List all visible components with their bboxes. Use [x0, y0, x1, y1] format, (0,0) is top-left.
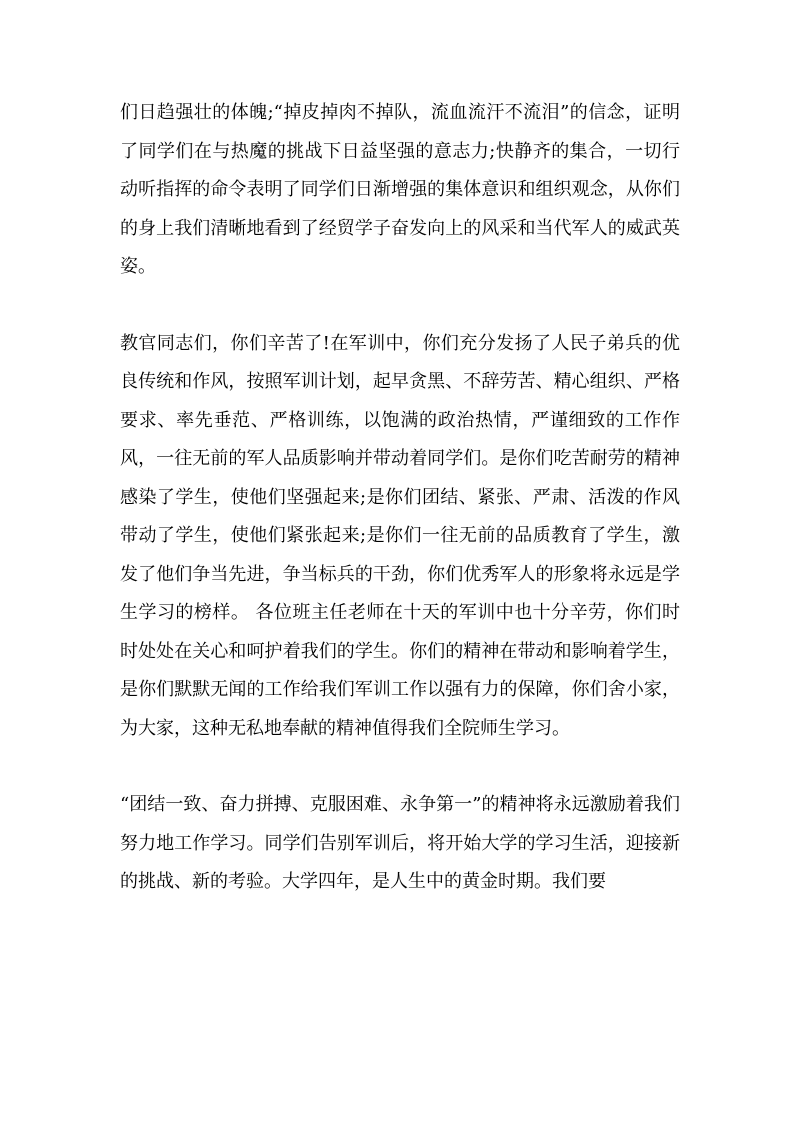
paragraph-3: “团结一致、奋力拼搏、克服困难、永争第一”的精神将永远激励着我们努力地工作学习。同学们告别军训后，将开始大学的学习生活，迎接新的挑战、新的考验。大学四年，是人生中的黄金时期。我们要 — [120, 794, 680, 892]
paragraph-2: 教官同志们，你们辛苦了!在军训中，你们充分发扬了人民子弟兵的优良传统和作风，按照军训计划，起早贪黑、不辞劳苦、精心组织、严格要求、率先垂范、严格训练，以饱满的政治热情，严谨细致的工作作风，一往无前的军人品质影响并带动着同学们。是你们吃苦耐劳的精神感染了学生，使他们坚强起来;是你们团结、紧张、严肃、活泼的作风带动了学生，使他们紧张起来;是你们一往无前的品质教育了学生，激发了他们争当先进，争当标兵的干劲，你们优秀军人的形象将永远是学生学习的榜样。 各位班主任老师在十天的军训中也十分辛劳，你们时时处处在关心和呵护着我们的学生。你们的精神在带动和影响着学生，是你们默默无闻的工作给我们军训工作以强有力的保障，你们舍小家，为大家，这种无私地奉献的精神值得我们全院师生学习。 — [120, 332, 680, 739]
paragraph-1: 们日趋强壮的体魄;“掉皮掉肉不掉队，流血流汗不流泪”的信念，证明了同学们在与热魔的挑战下日益坚强的意志力;快静齐的集合，一切行动听指挥的命令表明了同学们日渐增强的集体意识和组织观念，从你们的身上我们清晰地看到了经贸学子奋发向上的风采和当代军人的威武英姿。 — [120, 102, 680, 277]
document-body — [120, 94, 680, 902]
